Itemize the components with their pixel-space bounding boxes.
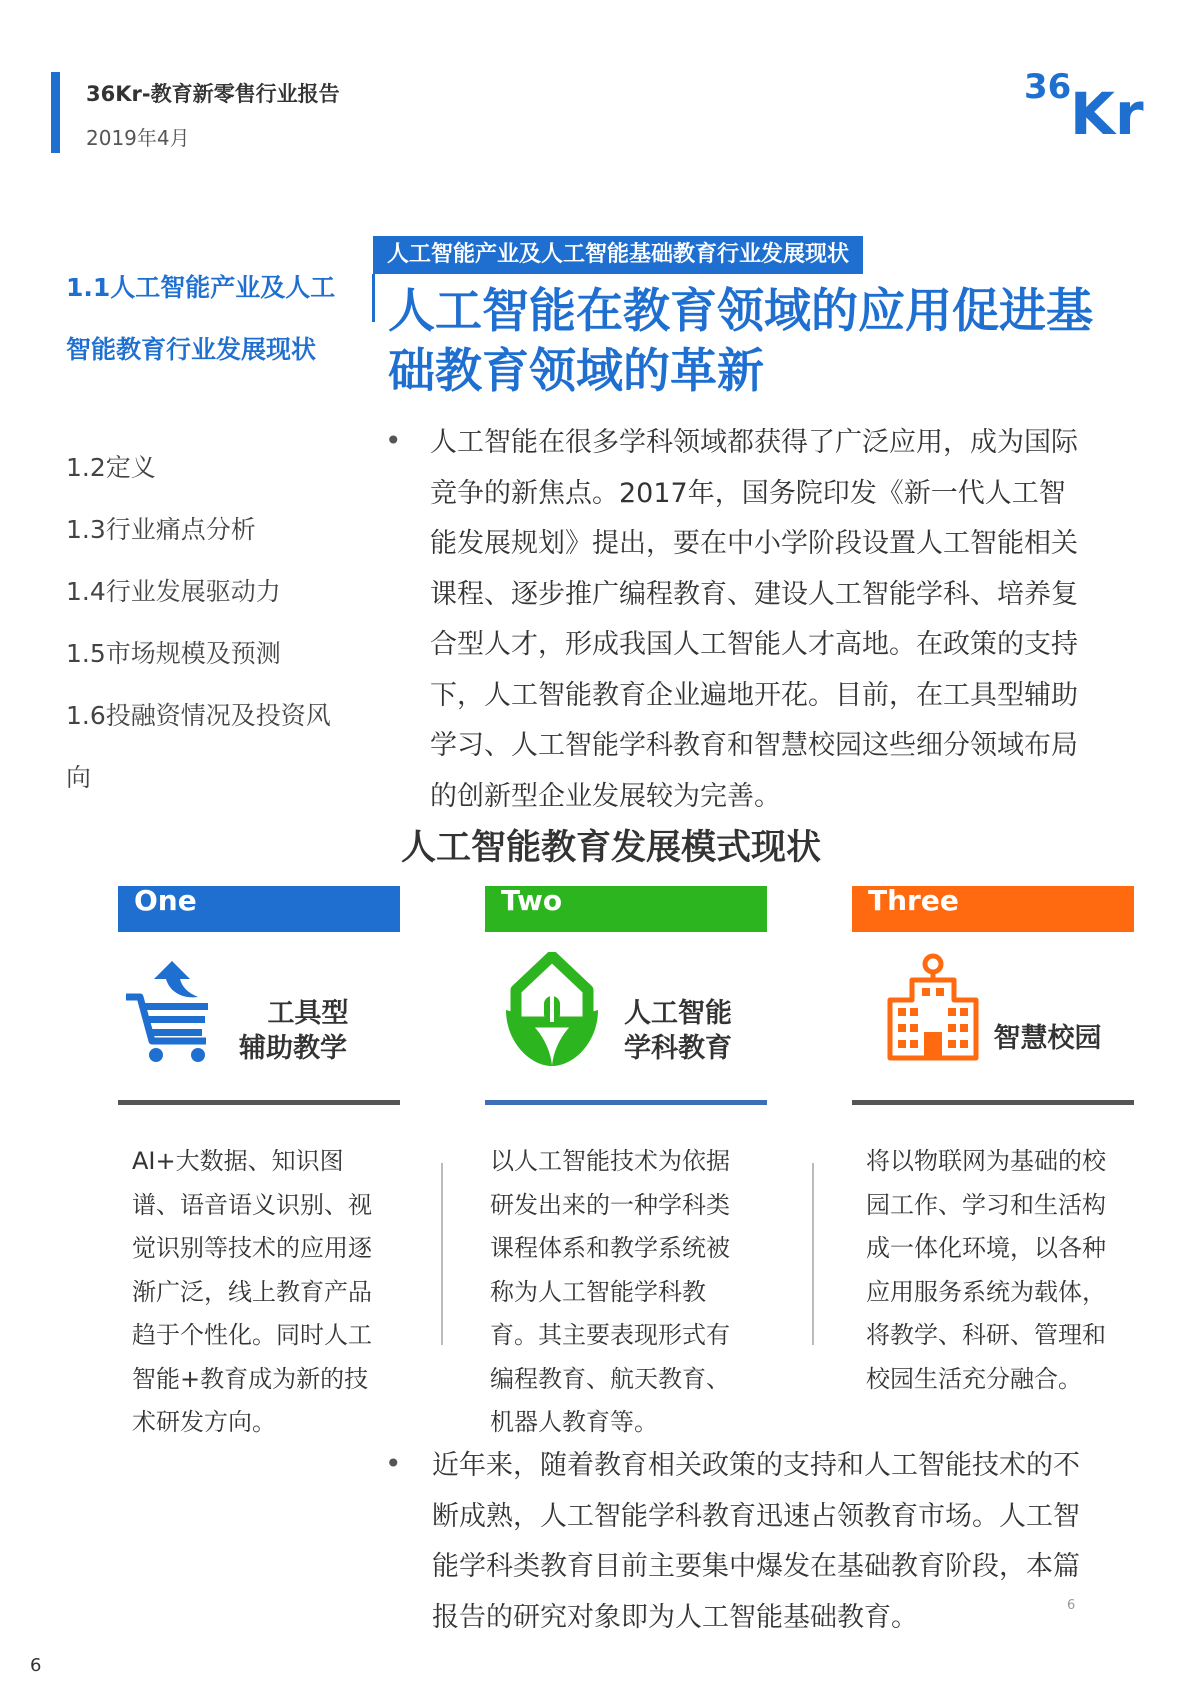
card-label-one: [228, 996, 358, 1066]
section-label: 人工智能产业及人工智能基础教育行业发展现状: [373, 236, 863, 274]
sidebar-item-definition[interactable]: 1.2定义: [66, 453, 156, 482]
sidebar-item-pain-points[interactable]: 1.3行业痛点分析: [66, 515, 256, 544]
school-building-icon: [886, 952, 980, 1064]
report-date: 2019年4月: [86, 126, 190, 150]
sidebar-item-drivers[interactable]: 1.4行业发展驱动力: [66, 577, 281, 606]
sidebar-list: [66, 437, 346, 809]
card-divider-two: [485, 1100, 767, 1105]
card-desc-two: 以人工智能技术为依据研发出来的一种学科类课程体系和教学系统被称为人工智能学科教育。其主要表现形式有编程教育、航天教育、机器人教育等。: [490, 1147, 730, 1436]
column-separator: [441, 1163, 443, 1345]
cart-icon: [124, 955, 220, 1065]
card-desc-one: AI+大数据、知识图谱、语音语义识别、视觉识别等技术的应用逐渐广泛，线上教育产品趋于个性化。同时人工智能+教育成为新的技术研发方向。: [132, 1147, 372, 1436]
card-tag-three: Three: [852, 886, 1134, 932]
card-label-one-line1: 工具型: [267, 998, 349, 1029]
36kr-logo-icon: [1022, 60, 1152, 140]
card-label-two-line2: 学科教育: [624, 1033, 732, 1064]
bullet-paragraph-2: 近年来，随着教育相关政策的支持和人工智能技术的不断成熟，人工智能学科教育迅速占领教育市场。人工智能学科类教育目前主要集中爆发在基础教育阶段，本篇报告的研究对象即为人工智能基础教育。: [432, 1450, 1080, 1633]
bullet-marker: •: [385, 424, 402, 457]
card-label-two: [613, 996, 743, 1066]
card-divider-one: [118, 1100, 400, 1105]
section-accent-line: [372, 274, 375, 322]
sidebar-item-active[interactable]: 1.1人工智能产业及人工智能教育行业发展现状: [66, 273, 336, 364]
card-label-two-line1: 人工智能: [624, 998, 732, 1029]
logo-text-kr: Kr: [1070, 80, 1144, 140]
page-number-faint: 6: [1067, 1598, 1076, 1613]
sidebar-item-market-size[interactable]: 1.5市场规模及预测: [66, 639, 281, 668]
card-label-three: 智慧校园: [993, 1023, 1102, 1054]
sidebar-item-investment[interactable]: 1.6投融资情况及投资风向: [66, 701, 331, 792]
bullet-paragraph-1: 人工智能在很多学科领域都获得了广泛应用，成为国际竞争的新焦点。2017年，国务院印发《新一代人工智能发展规划》提出，要在中小学阶段设置人工智能相关课程、逐步推广编程教育、建设人工智能学科、培养复合型人才，形成我国人工智能人才高地。在政策的支持下，人工智能教育企业遍地开花。目前，在工具型辅助学习、人工智能学科教育和智慧校园这些细分领域布局的创新型企业发展较为完善。: [430, 427, 1078, 812]
card-tag-two: Two: [485, 886, 767, 932]
card-tag-one: One: [118, 886, 400, 932]
card-label-one-line2: 辅助教学: [239, 1033, 347, 1064]
leaf-house-icon: [502, 952, 602, 1072]
bullet-marker: •: [385, 1447, 402, 1480]
column-separator: [812, 1163, 814, 1345]
page-title: 人工智能在教育领域的应用促进基础教育领域的革新: [388, 284, 1093, 399]
card-desc-three: 将以物联网为基础的校园工作、学习和生活构成一体化环境，以各种应用服务系统为载体，将教学、科研、管理和校园生活充分融合。: [866, 1147, 1106, 1393]
logo-text-36: 36: [1024, 67, 1072, 107]
report-title: 36Kr-教育新零售行业报告: [86, 82, 340, 106]
modes-title: 人工智能教育发展模式现状: [401, 828, 822, 868]
page-number: 6: [30, 1655, 42, 1676]
card-divider-three: [852, 1100, 1134, 1105]
header-accent-bar: [51, 72, 60, 153]
